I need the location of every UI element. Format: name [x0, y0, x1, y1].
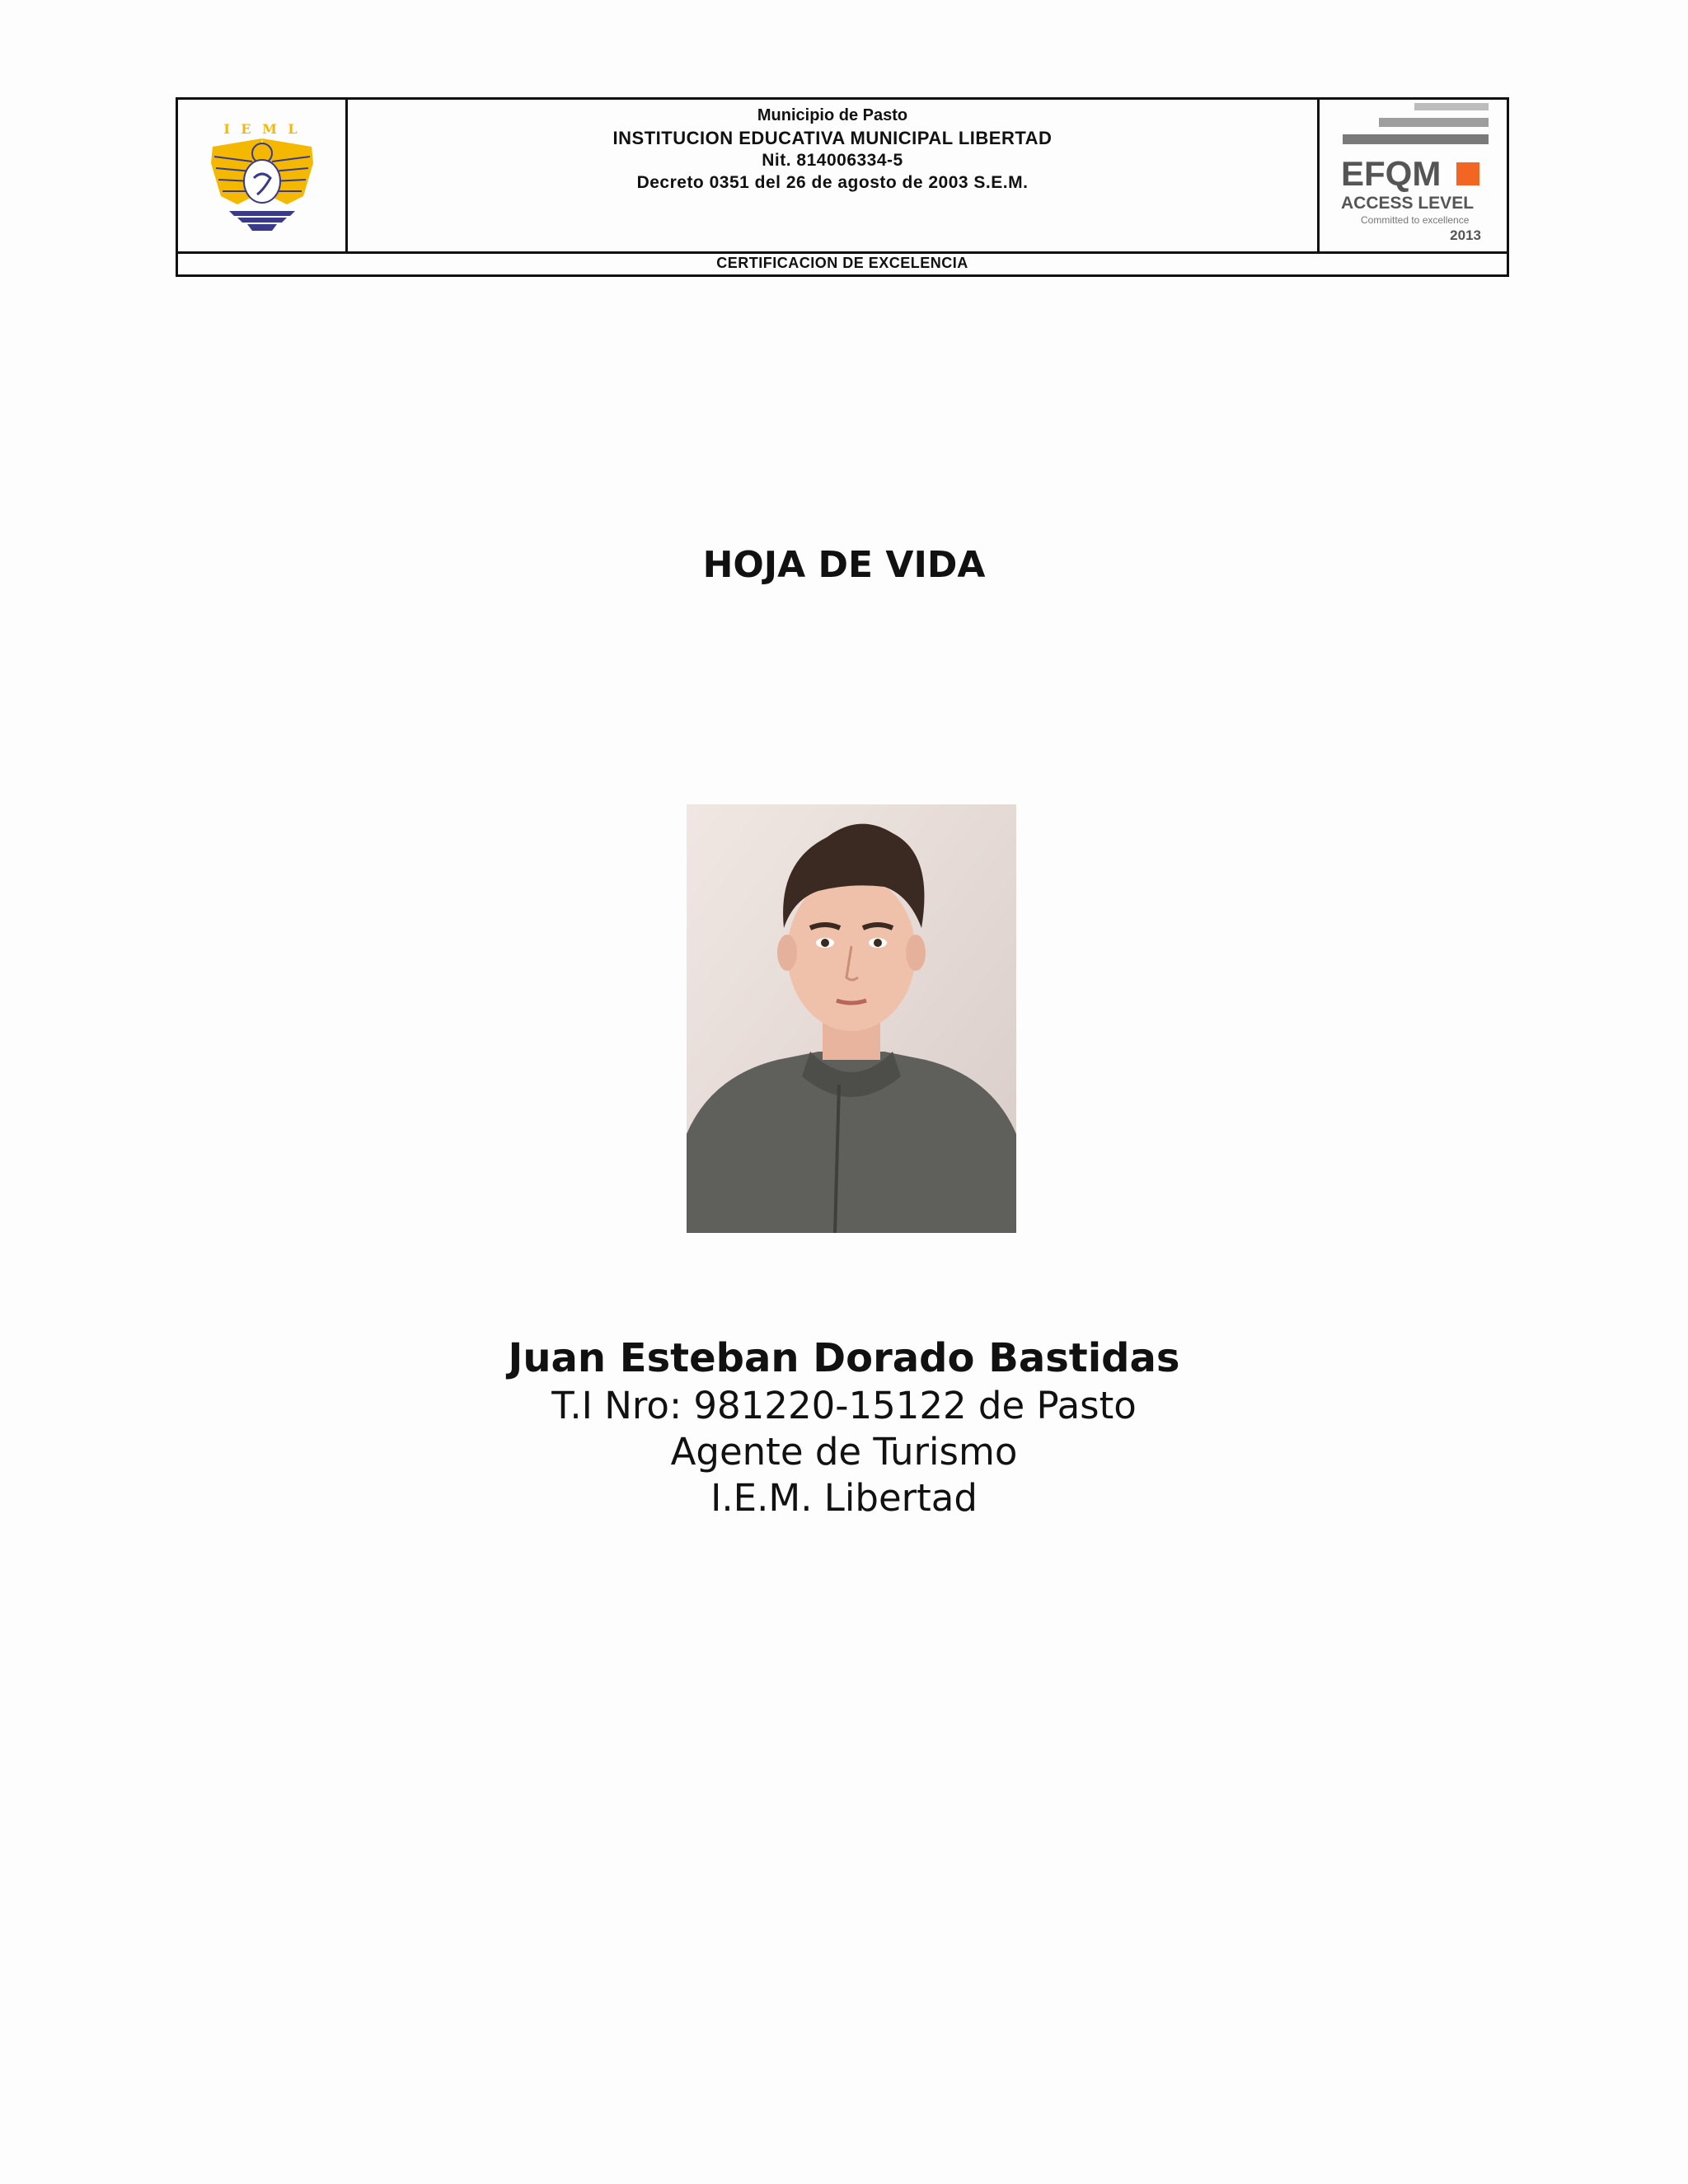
decreto-text: Decreto 0351 del 26 de agosto de 2003 S.E.M.	[636, 173, 1029, 192]
efqm-year: 2013	[1450, 227, 1481, 243]
person-role: Agente de Turismo	[670, 1430, 1018, 1474]
school-emblem-logo	[204, 114, 320, 237]
institution-name: INSTITUCION EDUCATIVA MUNICIPAL LIBERTAD	[612, 128, 1053, 148]
logo-letters: I E M L	[223, 121, 301, 137]
efqm-brand: EFQM	[1341, 154, 1442, 193]
portrait-photo	[687, 804, 1016, 1233]
certificacion-text: CERTIFICACION DE EXCELENCIA	[716, 255, 968, 271]
header-top-row	[178, 100, 1507, 254]
municipio-text: Municipio de Pasto	[757, 106, 908, 124]
person-school: I.E.M. Libertad	[710, 1476, 978, 1520]
efqm-logo-cell	[1317, 100, 1507, 251]
nit-text: Nit. 814006334-5	[762, 151, 903, 170]
institution-info	[348, 100, 1317, 251]
person-name: Juan Esteban Dorado Bastidas	[508, 1335, 1180, 1381]
efqm-logo	[1320, 100, 1506, 251]
page-title: HOJA DE VIDA	[702, 544, 986, 586]
efqm-tagline: Committed to excellence	[1361, 214, 1470, 226]
header-table	[176, 97, 1509, 277]
person-info	[0, 1333, 1688, 1521]
person-id: T.I Nro: 981220-15122 de Pasto	[551, 1384, 1137, 1427]
school-logo-cell	[178, 100, 348, 251]
efqm-level: ACCESS LEVEL	[1341, 194, 1475, 213]
